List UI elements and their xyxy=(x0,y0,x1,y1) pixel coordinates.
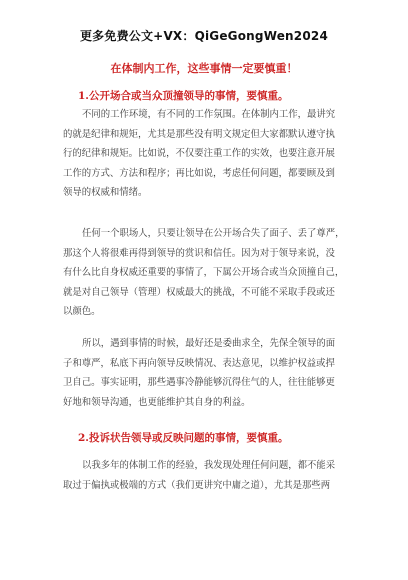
document-title: 在体制内工作，这些事情一定要慎重！ xyxy=(110,62,298,75)
section-2-paragraph-1 xyxy=(63,456,351,495)
paragraph-line: 工作的方式、方法和程序；再比如说，考虑任何问题，都要顾及到 xyxy=(63,167,335,179)
section-1-paragraph-2 xyxy=(63,224,351,322)
paragraph-line: 以颜色。 xyxy=(63,306,101,317)
paragraph-line: 的就是纪律和规矩，尤其是那些没有明文规定但大家都默认遵守执 xyxy=(63,128,335,140)
section-1-paragraph-3 xyxy=(63,334,351,412)
paragraph-line: 任何一个职场人，只要让领导在公开场合失了面子、丢了尊严， xyxy=(82,228,345,239)
paragraph-line: 子和尊严，私底下再向领导反映情况、表达意见，以维护权益或捍 xyxy=(63,357,335,369)
section-1-heading: 1.公开场合或当众顶撞领导的事情，要慎重。 xyxy=(78,90,289,102)
watermark-header: 更多免费公文+VX：QiGeGongWen2024 xyxy=(79,29,328,43)
paragraph-line: 不同的工作环境，有不同的工作氛围。在体制内工作，最讲究 xyxy=(82,109,336,120)
paragraph-line: 就是对自己领导（管理）权威最大的挑战，不可能不采取手段或还 xyxy=(63,286,335,298)
paragraph-line: 所以，遇到事情的时候，最好还是委曲求全，先保全领导的面 xyxy=(82,338,336,349)
paragraph-line: 行的纪律和规矩。比如说，不仅要注重工作的实效，也要注意开展 xyxy=(63,148,335,159)
section-1-paragraph-1 xyxy=(63,105,351,203)
paragraph-line: 卫自己。事实证明，那些遇事冷静能够沉得住气的人，往往能够更 xyxy=(63,377,335,388)
paragraph-line: 取过于偏执或极端的方式（我们更讲究中庸之道），尤其是那些两 xyxy=(63,479,331,491)
paragraph-line: 那这个人将很难再得到领导的赏识和信任。因为对于领导来说，没 xyxy=(63,247,335,259)
paragraph-line: 好地和领导沟通，也更能维护其自身的利益。 xyxy=(63,396,251,408)
paragraph-line: 有什么比自身权威还重要的事情了，下属公开场合或当众顶撞自己， xyxy=(63,267,345,278)
paragraph-line: 以我多年的体制工作的经验，我发现处理任何问题，都不能采 xyxy=(82,460,336,471)
paragraph-line: 领导的权威和情绪。 xyxy=(63,187,148,198)
section-2-heading: 2.投诉状告领导或反映问题的事情，要慎重。 xyxy=(78,432,289,444)
